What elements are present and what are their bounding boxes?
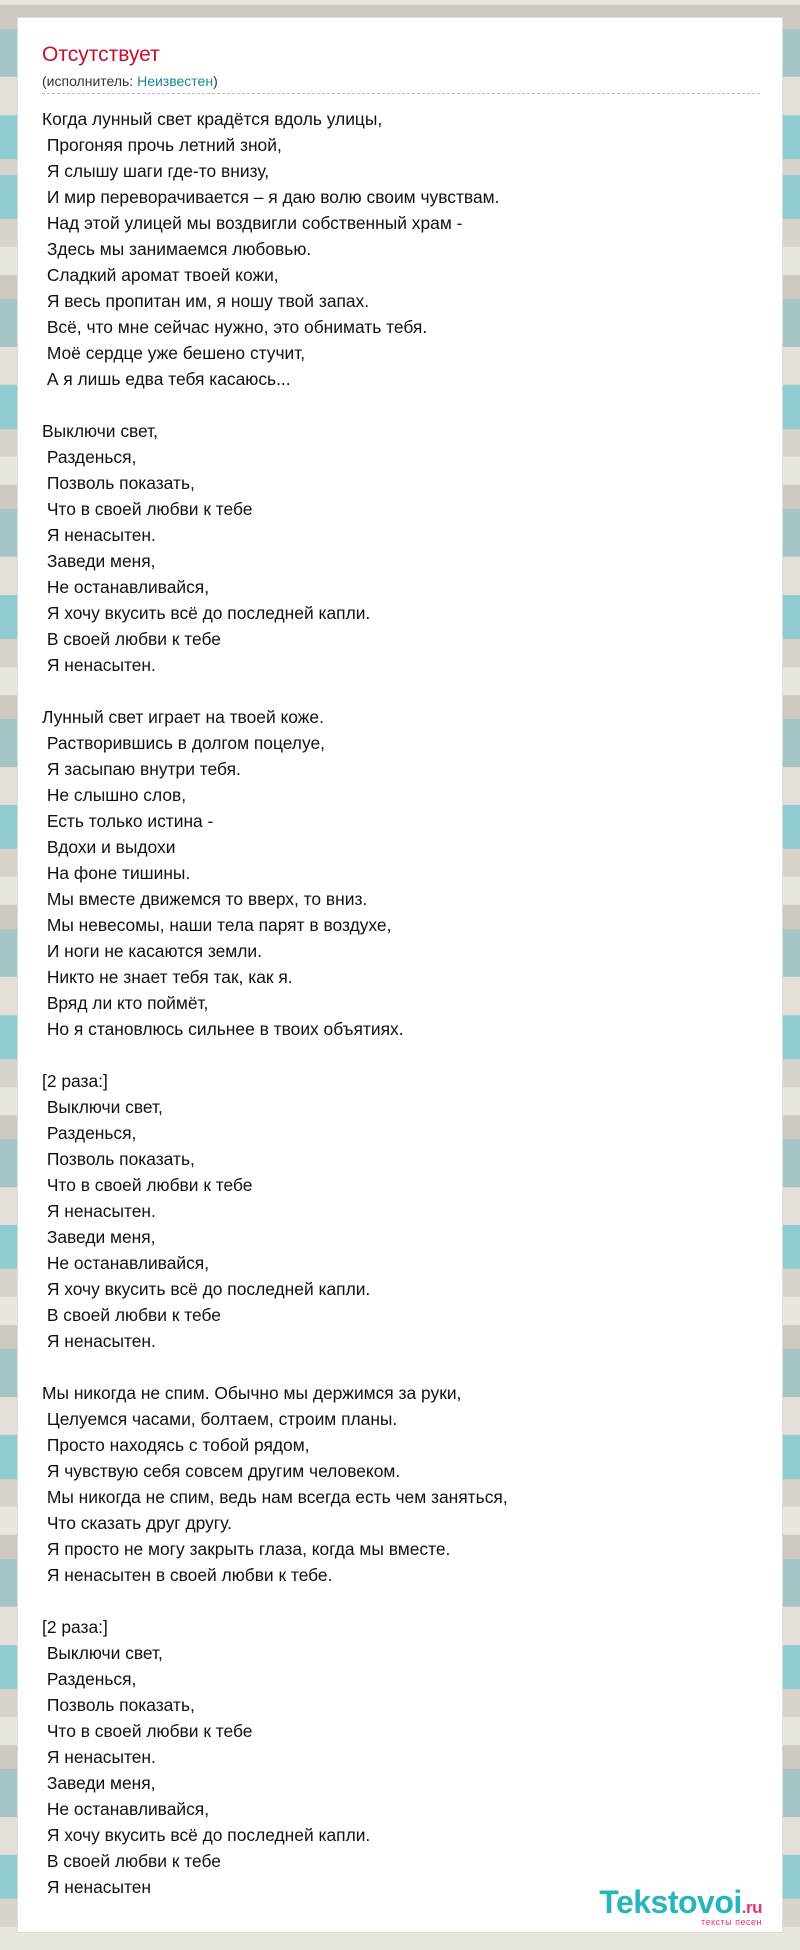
lyrics-line: Что в своей любви к тебе bbox=[42, 1175, 253, 1195]
logo-tagline: тексты песен bbox=[700, 1917, 762, 1927]
lyrics-line: Я слышу шаги где-то внизу, bbox=[42, 161, 270, 181]
lyrics-line: Мы никогда не спим. Обычно мы держимся за руки, bbox=[42, 1383, 462, 1403]
lyrics-line: Я хочу вкусить всё до последней капли. bbox=[42, 1279, 371, 1299]
lyrics-line: Вдохи и выдохи bbox=[42, 837, 176, 857]
song-title: Отсутствует bbox=[42, 43, 160, 66]
lyrics-line: Я весь пропитан им, я ношу твой запах. bbox=[42, 291, 370, 311]
lyrics-line: Разденься, bbox=[42, 447, 137, 467]
lyrics-line: Что в своей любви к тебе bbox=[42, 1721, 253, 1741]
artist-suffix: ) bbox=[213, 73, 218, 89]
lyrics-line: Я засыпаю внутри тебя. bbox=[42, 759, 241, 779]
stanza-gap bbox=[42, 678, 762, 704]
lyrics-line: Мы невесомы, наши тела парят в воздухе, bbox=[42, 915, 392, 935]
lyrics-line: Прогоняя прочь летний зной, bbox=[42, 135, 282, 155]
stanza-gap bbox=[42, 392, 762, 418]
lyrics-line: Выключи свет, bbox=[42, 1643, 163, 1663]
lyrics-line: Я чувствую себя совсем другим человеком. bbox=[42, 1461, 401, 1481]
lyrics-line: Что сказать друг другу. bbox=[42, 1513, 232, 1533]
lyrics-line: Я просто не могу закрыть глаза, когда мы вместе. bbox=[42, 1539, 451, 1559]
lyrics-line: Сладкий аромат твоей кожи, bbox=[42, 265, 279, 285]
lyrics-line: Когда лунный свет крадётся вдоль улицы, bbox=[42, 109, 383, 129]
lyrics-line: Не останавливайся, bbox=[42, 1253, 210, 1273]
lyrics-line: Но я становлюсь сильнее в твоих объятиях. bbox=[42, 1019, 404, 1039]
lyrics-line: Заведи меня, bbox=[42, 551, 156, 571]
lyrics-line: Я ненасытен. bbox=[42, 1201, 156, 1221]
lyrics-line: На фоне тишины. bbox=[42, 863, 191, 883]
lyrics-line: Мы никогда не спим, ведь нам всегда есть чем заняться, bbox=[42, 1487, 508, 1507]
lyrics-line: Позволь показать, bbox=[42, 1695, 195, 1715]
lyrics-line: А я лишь едва тебя касаюсь... bbox=[42, 369, 291, 389]
lyrics-text bbox=[42, 106, 762, 1900]
lyrics-line: Моё сердце уже бешено стучит, bbox=[42, 343, 306, 363]
lyrics-line: Растворившись в долгом поцелуе, bbox=[42, 733, 325, 753]
lyrics-line: Разденься, bbox=[42, 1669, 137, 1689]
lyrics-line: Не слышно слов, bbox=[42, 785, 187, 805]
lyrics-line: Мы вместе движемся то вверх, то вниз. bbox=[42, 889, 368, 909]
lyrics-line: Я ненасытен. bbox=[42, 655, 156, 675]
logo-wordmark bbox=[599, 1886, 762, 1918]
lyrics-line: Здесь мы занимаемся любовью. bbox=[42, 239, 312, 259]
lyrics-line: Заведи меня, bbox=[42, 1773, 156, 1793]
lyrics-line: В своей любви к тебе bbox=[42, 629, 221, 649]
lyrics-line: Над этой улицей мы воздвигли собственный храм - bbox=[42, 213, 463, 233]
lyrics-line: Есть только истина - bbox=[42, 811, 214, 831]
lyrics-line: Лунный свет играет на твоей коже. bbox=[42, 707, 324, 727]
lyrics-line: Что в своей любви к тебе bbox=[42, 499, 253, 519]
logo-tld: .ru bbox=[741, 1898, 762, 1917]
lyrics-line: Не останавливайся, bbox=[42, 1799, 210, 1819]
lyrics-line: Позволь показать, bbox=[42, 473, 195, 493]
lyrics-line: Никто не знает тебя так, как я. bbox=[42, 967, 293, 987]
artist-line bbox=[42, 74, 218, 88]
artist-prefix: (исполнитель: bbox=[42, 73, 138, 89]
artist-link[interactable]: Неизвестен bbox=[137, 73, 214, 89]
lyrics-card bbox=[17, 17, 783, 1933]
stanza-gap bbox=[42, 1042, 762, 1068]
lyrics-line: Просто находясь с тобой рядом, bbox=[42, 1435, 310, 1455]
stanza-gap bbox=[42, 1588, 762, 1614]
lyrics-line: Я хочу вкусить всё до последней капли. bbox=[42, 603, 371, 623]
lyrics-line: Я ненасытен. bbox=[42, 1331, 156, 1351]
lyrics-line: [2 раза:] bbox=[42, 1617, 108, 1637]
lyrics-line: И мир переворачивается – я даю волю своим чувствам. bbox=[42, 187, 500, 207]
lyrics-line: Всё, что мне сейчас нужно, это обнимать тебя. bbox=[42, 317, 428, 337]
lyrics-line: Вряд ли кто поймёт, bbox=[42, 993, 209, 1013]
lyrics-line: И ноги не касаются земли. bbox=[42, 941, 262, 961]
lyrics-line: Разденься, bbox=[42, 1123, 137, 1143]
lyrics-line: Позволь показать, bbox=[42, 1149, 195, 1169]
stanza-gap bbox=[42, 1354, 762, 1380]
logo-name: Tekstovoi bbox=[599, 1884, 742, 1920]
lyrics-line: Я ненасытен. bbox=[42, 525, 156, 545]
lyrics-line: В своей любви к тебе bbox=[42, 1851, 221, 1871]
title-divider bbox=[42, 93, 760, 94]
lyrics-line: Я хочу вкусить всё до последней капли. bbox=[42, 1825, 371, 1845]
lyrics-line: Выключи свет, bbox=[42, 1097, 163, 1117]
lyrics-line: Не останавливайся, bbox=[42, 577, 210, 597]
lyrics-line: Я ненасытен. bbox=[42, 1747, 156, 1767]
lyrics-line: Я ненасытен bbox=[42, 1877, 152, 1897]
lyrics-line: Выключи свет, bbox=[42, 421, 159, 441]
site-logo[interactable] bbox=[599, 1886, 762, 1927]
lyrics-line: [2 раза:] bbox=[42, 1071, 108, 1091]
lyrics-line: Заведи меня, bbox=[42, 1227, 156, 1247]
lyrics-line: В своей любви к тебе bbox=[42, 1305, 221, 1325]
lyrics-line: Я ненасытен в своей любви к тебе. bbox=[42, 1565, 333, 1585]
lyrics-line: Целуемся часами, болтаем, строим планы. bbox=[42, 1409, 398, 1429]
